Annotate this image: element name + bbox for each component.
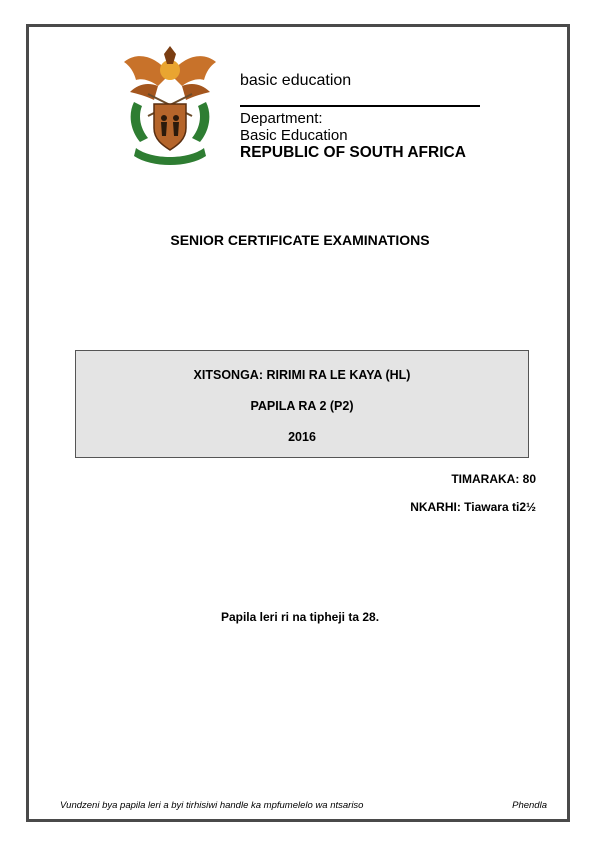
page-count-note: Papila leri ri na tipheji ta 28. [220, 610, 380, 624]
time-label: NKARHI: Tiawara ti2½ [410, 500, 536, 514]
exam-year: 2016 [288, 430, 316, 444]
copyright-footer: Vundzeni bya papila leri a byi tirhisiwi handle ka mpfumelelo wa ntsariso [60, 800, 364, 811]
department-label: Department: [240, 110, 323, 127]
turn-over-footer: Phendla [512, 800, 547, 811]
exam-title: SENIOR CERTIFICATE EXAMINATIONS [170, 232, 430, 248]
department-name: Basic Education [240, 127, 348, 144]
south-africa-coat-of-arms-icon [118, 44, 222, 168]
marks-label: TIMARAKA: 80 [451, 472, 536, 486]
brand-underline [240, 105, 480, 107]
subject-name: XITSONGA: RIRIMI RA LE KAYA (HL) [193, 368, 411, 382]
paper-number: PAPILA RA 2 (P2) [250, 399, 354, 413]
brand-title: basic education [240, 72, 352, 89]
subject-box [75, 350, 529, 458]
country-name: REPUBLIC OF SOUTH AFRICA [240, 144, 466, 161]
